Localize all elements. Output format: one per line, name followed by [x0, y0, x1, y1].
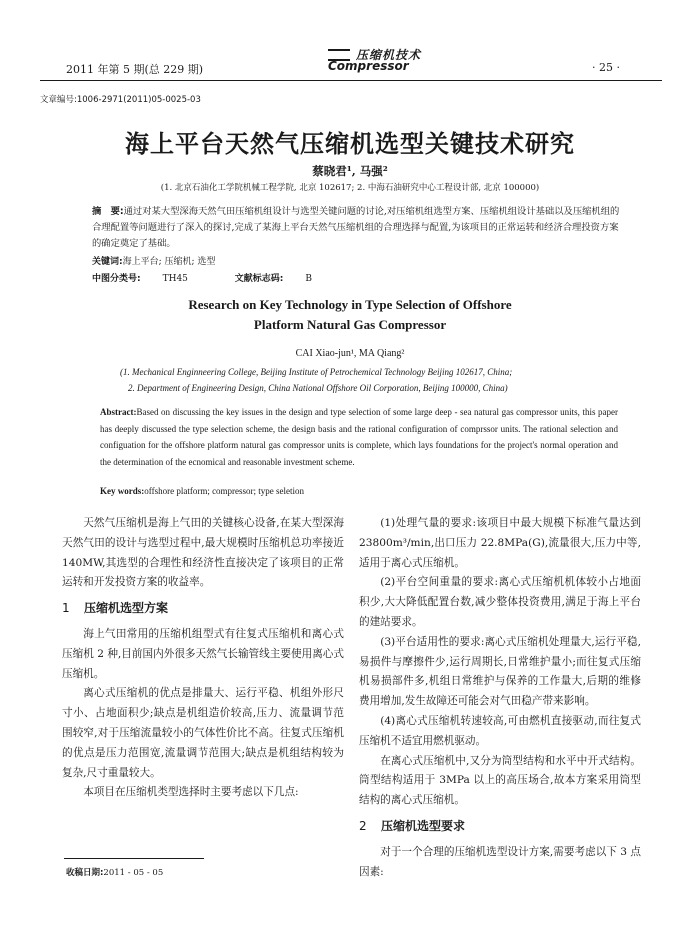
paragraph: (4)离心式压缩机转速较高,可由燃机直接驱动,而往复式压缩机不适宜用燃机驱动。: [359, 714, 641, 747]
paper-title-en-line2: Platform Natural Gas Compressor: [253, 317, 447, 332]
keywords-en-text: offshore platform; compressor; type seletion: [144, 486, 305, 496]
authors-en: CAI Xiao-jun¹, MA Qiang²: [295, 348, 405, 359]
paragraph: (1)处理气量的要求:该项目中最大规模下标准气量达到 23800m³/min,出口压力 22.8MPa(G),流量很大,压力中等,适用于离心式压缩机。: [359, 517, 641, 569]
paragraph: (2)平台空间重量的要求:离心式压缩机机体较小占地面积少,大大降低配置台数,减少整体投资费用,满足于海上平台的建站要求。: [359, 576, 641, 628]
paragraph: 在离心式压缩机中,又分为筒型结构和水平中开式结构。筒型结构适用于 3MPa 以上的高压场合,故本方案采用筒型结构的离心式压缩机。: [359, 754, 641, 807]
section-number: 1: [62, 601, 70, 616]
keywords-cn-text: 海上平台; 压缩机; 选型: [122, 257, 216, 267]
abstract-en: [100, 404, 618, 470]
keywords-en: [100, 486, 618, 496]
received-date: [66, 866, 163, 878]
paragraph: 离心式压缩机的优点是排量大、运行平稳、机组外形尺寸小、占地面积少;缺点是机组造价较高,压力、流量调节范围较窄,对于压缩流量较小的气体性价比不高。往复式压缩机的优点是压力范围宽,流量调节范围大;缺点是机组结构较为复杂,尺寸重量较大。: [62, 687, 344, 779]
paper-title-en: [0, 295, 700, 335]
paragraph: 海上气田常用的压缩机组型式有往复式压缩机和离心式压缩机 2 种,目前国内外很多天然气长输管线主要使用离心式压缩机。: [62, 627, 344, 680]
footnote-rule: [64, 858, 204, 859]
abstract-en-text: Based on discussing the key issues in the design and type selection of some large deep - sea natural gas compressor units, this paper has deeply discussed the type selection scheme, the design basis and the rational configuration of comprssor units. The rational selection and configuation for the offshore platform natural gas compressor units is complete, which lays foundations for the project's normal operation and the determination of the ecnomical and reasonable investment scheme.: [100, 407, 618, 467]
body-left-column: [62, 514, 344, 803]
abstract-cn-text: 通过对某大型深海天然气田压缩机组设计与选型关键问题的讨论,对压缩机组选型方案、压缩机组设计基础以及压缩机组的合理配置等问题进行了深入的探讨,完成了某海上平台天然气压缩机组的合理选择与配置,为该项目的正常运转和经济合理投资方案的确定奠定了基础。: [92, 206, 620, 249]
affiliation-cn: (1. 北京石油化工学院机械工程学院, 北京 102617; 2. 中海石油研究中心工程设计部, 北京 100000): [160, 183, 540, 193]
keywords-cn: [92, 254, 215, 267]
paragraph: 对于一个合理的压缩机选型设计方案,需要考虑以下 3 点因素:: [359, 845, 641, 878]
journal-logo: [326, 46, 434, 78]
paragraph: (3)平台适用性的要求:离心式压缩机处理量大,运行平稳,易损件与摩擦件少,运行周期长,日常维护量小;而往复式压缩机易损部件多,机组日常维护与保养的工作量大,后期的维修费用增加,发生故障还可能会对气田稳产带来影响。: [359, 635, 641, 708]
authors-cn: 蔡晓君¹, 马强²: [312, 164, 388, 178]
affiliation-en-2: 2. Department of Engineering Design, China National Offshore Oil Corporation, Beijing 100000, China): [128, 383, 508, 393]
journal-issue: 2011 年第 5 期(总 229 期): [66, 63, 204, 76]
keywords-cn-label: 关键词:: [92, 257, 123, 267]
abstract-en-label: Abstract:: [100, 407, 137, 417]
clc-value: TH45: [162, 274, 188, 284]
article-number: 文章编号:1006-2971(2011)05-0025-03: [40, 95, 201, 105]
header-rule: [40, 80, 662, 81]
doc-code-value: B: [305, 274, 313, 284]
section-number: 2: [359, 818, 367, 833]
received-value: 2011 - 05 - 05: [103, 868, 164, 878]
paragraph: 本项目在压缩机类型选择时主要考虑以下几点:: [83, 786, 299, 799]
paper-title-en-line1: Research on Key Technology in Type Selection of Offshore: [188, 297, 512, 312]
paper-title-cn: 海上平台天然气压缩机选型关键技术研究: [125, 130, 575, 158]
keywords-en-label: Key words:: [100, 486, 145, 496]
section-title: 压缩机选型要求: [381, 818, 466, 833]
body-right-column: [359, 514, 641, 882]
classification-line: [92, 271, 356, 284]
doc-code-label: 文献标志码:: [234, 274, 284, 284]
logo-text-cn: 压缩机技术: [356, 48, 422, 62]
logo-text-en: Compressor: [328, 59, 409, 73]
page-number: · 25 ·: [592, 61, 620, 74]
clc-label: 中图分类号:: [92, 274, 141, 284]
section-heading-2: [359, 817, 641, 837]
received-label: 收稿日期:: [66, 868, 104, 878]
section-title: 压缩机选型方案: [84, 601, 169, 616]
affiliation-en: [120, 364, 590, 396]
section-heading-1: [62, 599, 344, 619]
abstract-cn: [92, 204, 622, 252]
paragraph: 天然气压缩机是海上气田的关键核心设备,在某大型深海天然气田的设计与选型过程中,最大规模时压缩机总功率接近 140MW,其选型的合理性和经济性直接决定了该项目的正常运转和开发投资方案的收益率。: [62, 517, 344, 589]
abstract-cn-label: 摘 要:: [92, 206, 124, 217]
affiliation-en-1: (1. Mechanical Enginneering College, Beijing Institute of Petrochemical Technology Beijing 102617, China;: [120, 367, 513, 377]
